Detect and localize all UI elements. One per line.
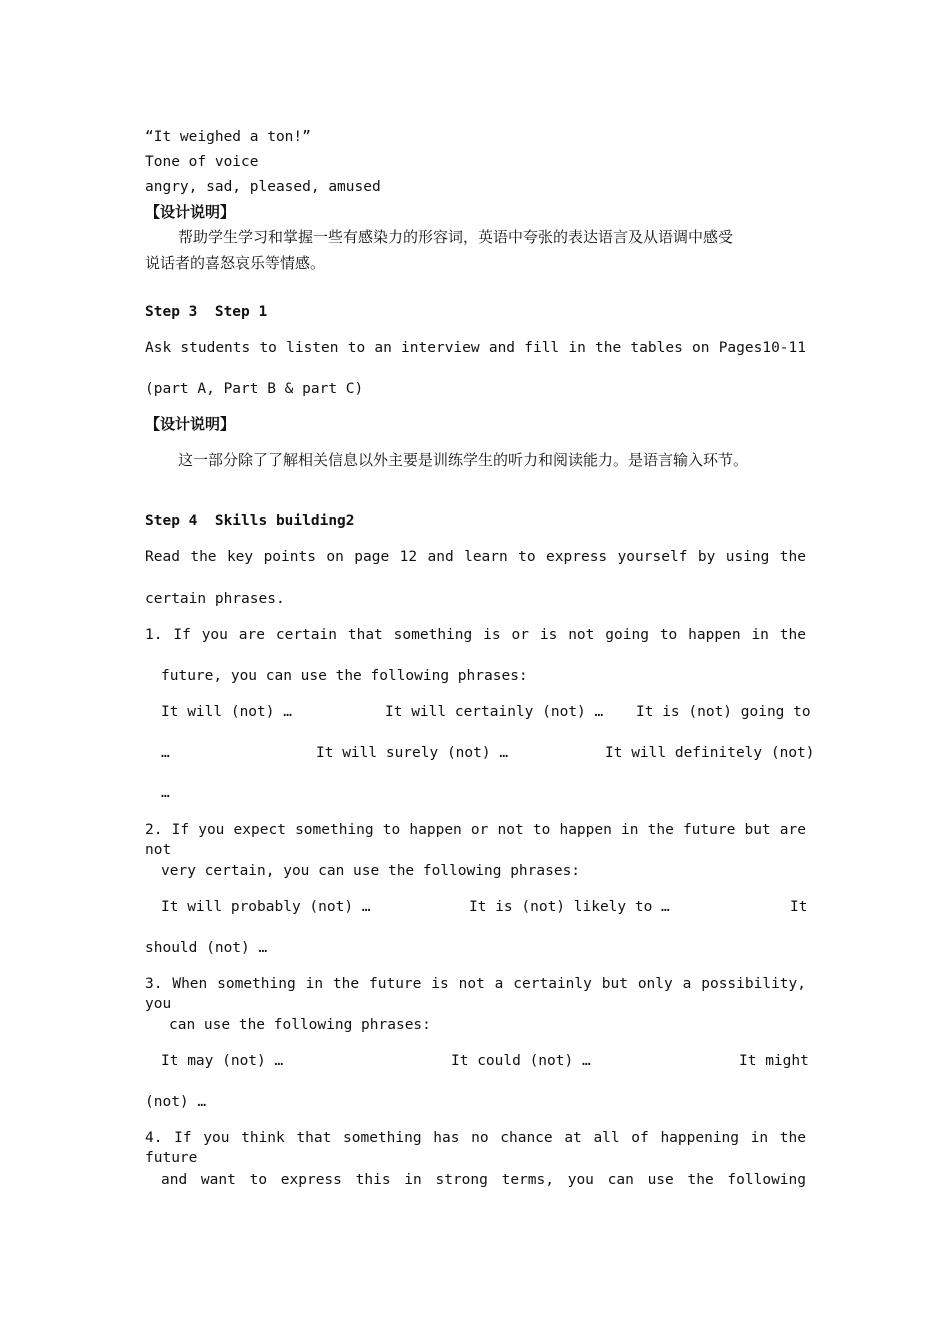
design-note-heading: 【设计说明】 [145,203,236,221]
phrase: It will surely (not) … [316,745,509,761]
phrase: It [790,899,808,915]
list-item-text: 2. If you expect something to happen or not to happen in the future but are not [145,822,806,858]
step3-heading: Step 3 Step 1 [145,304,268,320]
design-note-text: 说话者的喜怒哀乐等情感。 [145,254,326,272]
step4-text: certain phrases. [145,591,285,607]
phrase: It might [739,1053,809,1069]
design-note-heading: 【设计说明】 [145,415,236,433]
step4-text: Read the key points on page 12 and learn to express yourself by using the [145,549,806,565]
tone-label: Tone of voice [145,154,259,170]
phrase: It will probably (not) … [161,899,371,915]
phrase: It will definitely (not) [605,745,815,761]
phrase: (not) … [145,1094,207,1110]
list-item-text: can use the following phrases: [169,1017,431,1033]
phrase: It will (not) … [161,704,292,720]
phrase: … [161,745,170,761]
phrase: It will certainly (not) … [385,704,604,720]
list-item-text: 1. If you are certain that something is or is not going to happen in the [145,627,806,643]
quote-line: “It weighed a ton!” [145,129,311,145]
phrase: It is (not) going to [636,704,811,720]
step3-text: Ask students to listen to an interview and fill in the tables on Pages10-11 [145,340,806,356]
list-item-text: very certain, you can use the following phrases: [161,863,581,879]
phrase: It may (not) … [161,1053,284,1069]
design-note-text: 帮助学生学习和掌握一些有感染力的形容词，英语中夸张的表达语言及从语调中感受 [178,228,734,246]
step3-text: (part A, Part B & part C) [145,381,364,397]
phrase: It is (not) likely to … [469,899,670,915]
list-item-text: 3. When something in the future is not a certainly but only a possibility, you [145,976,806,1012]
phrase: … [161,785,170,801]
phrase: It could (not) … [451,1053,591,1069]
phrase: should (not) … [145,940,268,956]
list-item-text: future, you can use the following phrases: [161,668,528,684]
step4-heading: Step 4 Skills building2 [145,513,355,529]
list-item-text: and want to express this in strong terms, you can use the following [161,1172,806,1188]
list-item-text: 4. If you think that something has no chance at all of happening in the future [145,1130,806,1166]
tone-words: angry, sad, pleased, amused [145,179,381,195]
design-note-text: 这一部分除了了解相关信息以外主要是训练学生的听力和阅读能力。是语言输入环节。 [178,451,749,469]
